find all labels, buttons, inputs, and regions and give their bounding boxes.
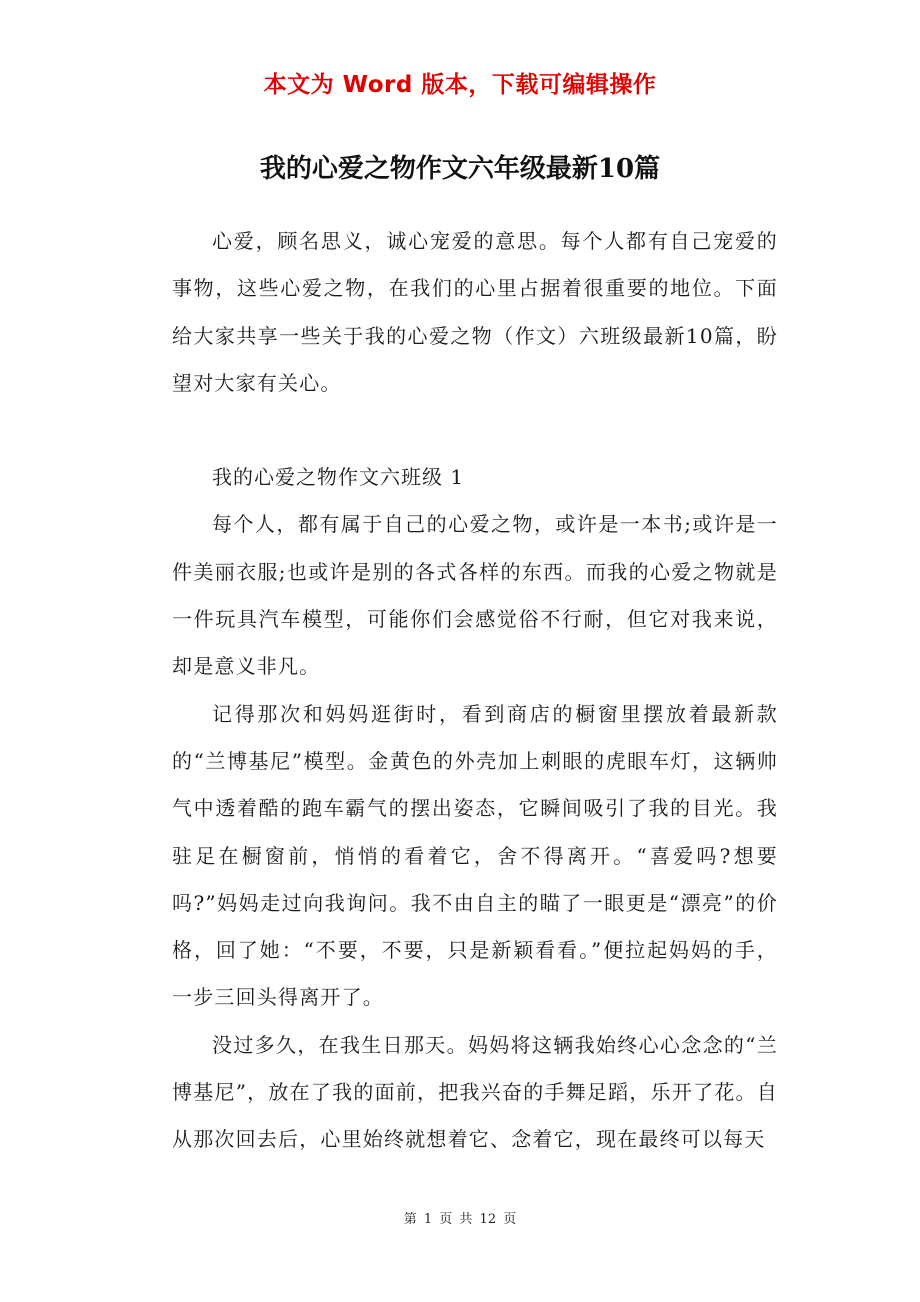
document-title: 我的心爱之物作文六年级最新10篇 [259,154,661,184]
body-paragraph-2: 记得那次和妈妈逛街时，看到商店的橱窗里摆放着最新款的“兰博基尼”模型。金黄色的外壳加上刺眼的虎眼车灯，这辆帅气中透着酷的跑车霸气的摆出姿态，它瞬间吸引了我的目光。我驻足在橱窗前，悄悄的看着它，舍不得离开。“喜爱吗?想要吗?”妈妈走过向我询问。我不由自主的瞄了一眼更是“漂亮”的价格，回了她：“不要，不要，只是新颖看看。”便拉起妈妈的手，一步三回头得离开了。 [172,701,778,1010]
paragraph-spacer [172,407,778,454]
page-number-footer: 第 1 页 共 12 页 [403,1212,517,1227]
body-paragraph-1: 每个人，都有属于自己的心爱之物，或许是一本书;或许是一件美丽衣服;也或许是别的各式各样的东西。而我的心爱之物就是一件玩具汽车模型，可能你们会感觉俗不行耐，但它对我来说，却是意义非凡。 [172,512,778,679]
word-version-banner: 本文为 Word 版本，下载可编辑操作 [263,72,657,98]
body-paragraph-3: 没过多久，在我生日那天。妈妈将这辆我始终心心念念的“兰博基尼”，放在了我的面前，把我兴奋的手舞足蹈，乐开了花。自从那次回去后，心里始终就想着它、念着它，现在最终可以每天 [172,1032,778,1152]
document-body [172,218,778,1164]
section-heading: 我的心爱之物作文六班级 1 [212,465,465,490]
intro-paragraph: 心爱，顾名思义，诚心宠爱的意思。每个人都有自己宠爱的事物，这些心爱之物，在我们的心里占据着很重要的地位。下面给大家共享一些关于我的心爱之物（作文）六班级最新10篇，盼望对大家有关心。 [172,229,778,395]
